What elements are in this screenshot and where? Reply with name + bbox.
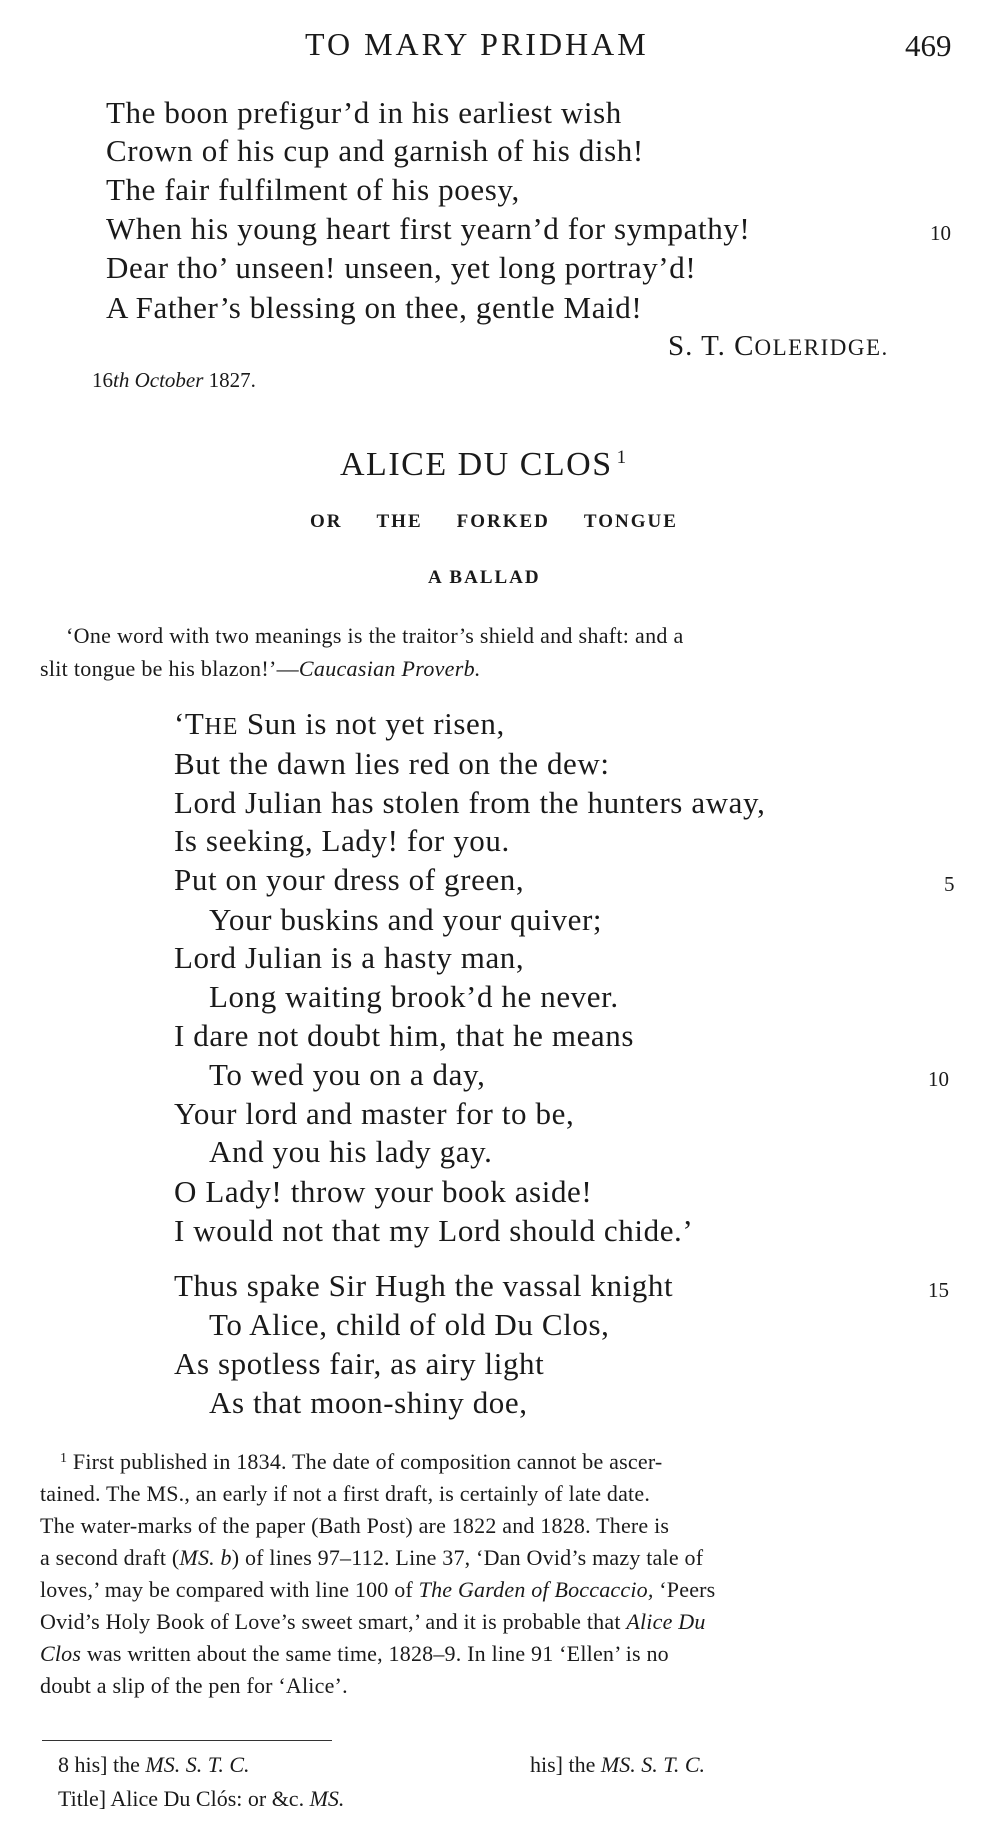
variant-reading-1 [58, 1752, 250, 1778]
date-month: th October [113, 368, 204, 392]
line-number: 10 [930, 221, 951, 245]
subtitle-word: FORKED [456, 511, 550, 532]
verse-line: As spotless fair, as airy light [174, 1346, 545, 1381]
verse-line: The boon prefigur’d in his earliest wish [106, 95, 622, 130]
date-day: 16 [92, 368, 113, 392]
footnote-rule [42, 1740, 332, 1741]
verse-line: Your buskins and your quiver; [209, 902, 603, 937]
footnote-line-7 [40, 1641, 669, 1667]
variant-reading-3 [58, 1786, 344, 1812]
footnote-marker: 1 [616, 447, 628, 468]
verse-line: To Alice, child of old Du Clos, [209, 1307, 610, 1342]
verse-line: The fair fulfilment of his poesy, [106, 172, 520, 207]
subtitle-word: TONGUE [583, 511, 678, 532]
verse-line: Put on your dress of green, [174, 862, 525, 897]
verse-line: O Lady! throw your book aside! [174, 1174, 593, 1209]
footnote-ms: MS. b [179, 1545, 232, 1570]
running-head: TO MARY PRIDHAM [305, 26, 649, 62]
line-number: 5 [944, 872, 955, 896]
poem-date [92, 368, 256, 393]
verse-line: To wed you on a day, [209, 1057, 486, 1092]
footnote-work-title: Alice Du [626, 1609, 706, 1634]
date-year: 1827. [203, 368, 256, 392]
verse-line: Is seeking, Lady! for you. [174, 823, 510, 858]
verse-line: Thus spake Sir Hugh the vassal knight [174, 1268, 674, 1303]
footnote-text: ‘Peers [653, 1577, 716, 1602]
epigraph-text: slit tongue be his blazon!’— [40, 656, 299, 681]
variant-reading-2 [530, 1752, 705, 1778]
verse-line: I would not that my Lord should chide.’ [174, 1213, 694, 1248]
verse-line: Lord Julian has stolen from the hunters away, [174, 785, 766, 820]
footnote-line-4 [40, 1545, 703, 1571]
first-word-initial: ‘T [174, 706, 205, 741]
footnote-line-2: tained. The MS., an early if not a first draft, is certainly of late date. [40, 1481, 651, 1506]
footnote-work-title: Clos [40, 1641, 82, 1666]
signature-initials: S. T. C [668, 330, 755, 362]
footnote-text: ) of lines 97–112. Line 37, ‘Dan Ovid’s mazy tale of [231, 1545, 704, 1570]
verse-line: I dare not doubt him, that he means [174, 1018, 635, 1053]
poem-subtitle [310, 511, 678, 533]
footnote-line-3: The water-marks of the paper (Bath Post) are 1822 and 1828. There is [40, 1513, 670, 1538]
footnote-text: was written about the same time, 1828–9. In line 91 ‘Ellen’ is no [81, 1641, 669, 1666]
verse-line: Crown of his cup and garnish of his dish! [106, 133, 644, 168]
footnote-line-8: doubt a slip of the pen for ‘Alice’. [40, 1673, 348, 1698]
poem-title-text: ALICE DU CLOS [340, 446, 613, 483]
footnote-text: a second draft ( [40, 1545, 180, 1570]
footnote-line-6 [40, 1609, 706, 1635]
verse-line: Your lord and master for to be, [174, 1096, 575, 1131]
signature [668, 330, 889, 363]
footnote-text: First published in 1834. The date of composition cannot be ascer- [67, 1449, 663, 1474]
epigraph-line-1: ‘One word with two meanings is the traitor’s shield and shaft: and a [66, 623, 684, 648]
variant-ref: 8 his] the [58, 1752, 146, 1777]
variant-source: MS. S. T. C. [145, 1752, 250, 1777]
poem-subtitle-ballad: A BALLAD [428, 567, 541, 588]
epigraph-line-2 [40, 656, 481, 682]
footnote-line-1 [60, 1449, 662, 1475]
verse-line: Dear tho’ unseen! unseen, yet long portray’d! [106, 250, 697, 285]
footnote-line-5 [40, 1577, 715, 1603]
verse-line: Long waiting brook’d he never. [209, 979, 619, 1014]
variant-ref: his] the [530, 1752, 601, 1777]
page-number: 469 [905, 28, 952, 63]
signature-rest: OLERIDGE. [754, 335, 889, 360]
subtitle-word: OR [310, 511, 343, 532]
footnote-marker: 1 [60, 1451, 68, 1466]
first-line-rest: Sun is not yet risen, [238, 706, 505, 741]
variant-ref: Title] Alice Du Clós: or &c. [58, 1786, 310, 1811]
line-number: 15 [928, 1278, 949, 1302]
variant-source: MS. [309, 1786, 345, 1811]
variant-source: MS. S. T. C. [600, 1752, 705, 1777]
line-number: 10 [928, 1067, 949, 1091]
subtitle-word: THE [376, 511, 423, 532]
verse-line: When his young heart first yearn’d for sympathy! [106, 211, 751, 246]
footnote-text: Ovid’s Holy Book of Love’s sweet smart,’ and it is probable that [40, 1609, 627, 1634]
footnote-work-title: The Garden of Boccaccio, [418, 1577, 654, 1602]
verse-line: As that moon-shiny doe, [209, 1385, 528, 1420]
verse-line: Lord Julian is a hasty man, [174, 940, 525, 975]
verse-line: And you his lady gay. [209, 1134, 493, 1169]
epigraph-source: Caucasian Proverb. [298, 656, 481, 681]
first-word-small-caps: HE [204, 714, 239, 740]
verse-line: A Father’s blessing on thee, gentle Maid! [106, 290, 643, 325]
verse-line-1 [174, 706, 505, 742]
poem-title [340, 446, 628, 484]
verse-line: But the dawn lies red on the dew: [174, 746, 610, 781]
footnote-text: loves,’ may be compared with line 100 of [40, 1577, 419, 1602]
